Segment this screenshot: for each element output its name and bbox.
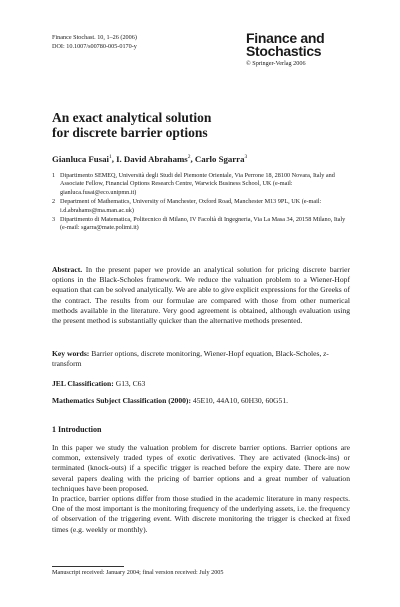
affiliation-number: 1 — [52, 172, 56, 179]
body-text — [52, 443, 350, 535]
keywords-label: Key words: — [52, 349, 90, 358]
affiliation-item — [52, 172, 352, 197]
author-name: Gianluca Fusai — [52, 154, 109, 164]
journal-citation: Finance Stochast. 10, 1–26 (2006) — [52, 34, 137, 41]
affiliation-text: Dipartimento SEMEQ, Università degli Studi del Piemonte Orientale, Via Perrone 18, 28100 Novara, Italy and Associate Fellow, Financial Options Research Centre, Warwick Business School, UK (e-mail: gianluca.fusai@eco.unipmn.it) — [60, 172, 335, 196]
footnote: Manuscript received: January 2004; final version received: July 2005 — [52, 569, 224, 576]
affiliation-text: Department of Mathematics, University of Manchester, Oxford Road, Manchester M13 9PL, UK (e-mail: i.d.abrahams@ma.man.ac.uk) — [60, 198, 322, 214]
jel-codes: G13, C63 — [115, 379, 146, 388]
msc-classification — [52, 396, 350, 405]
journal-reference — [52, 34, 137, 51]
affiliation-number: 2 — [52, 198, 56, 206]
keywords — [52, 349, 350, 369]
journal-masthead — [246, 32, 350, 68]
author-affiliation-mark: 1 — [108, 154, 112, 161]
abstract-label: Abstract. — [52, 265, 83, 274]
paragraph: In this paper we study the valuation problem for discrete barrier options. Barrier options are common, extensively traded types of exotic derivatives. They are activated (knock-ins) or terminated (knock-outs) if a specific trigger is reached before the expiry date. There are now several papers dealing with the pricing of barrier options and a great number of valuation techniques have been proposed. — [52, 443, 350, 493]
affiliations — [52, 172, 352, 234]
msc-codes: 45E10, 44A10, 60H30, 60G51. — [192, 396, 289, 405]
keywords-text: Barrier options, discrete monitoring, Wiener-Hopf equation, Black-Scholes, — [91, 349, 324, 358]
keywords-text-end: -transform — [52, 349, 329, 369]
author-name: I. David Abrahams — [116, 154, 188, 164]
author-affiliation-mark: 2 — [187, 154, 191, 161]
affiliation-item — [52, 216, 352, 233]
abstract — [52, 265, 350, 326]
msc-label: Mathematics Subject Classification (2000): — [52, 396, 191, 405]
paper-title-line2: for discrete barrier options — [52, 125, 208, 140]
paragraph: In practice, barrier options differ from those studied in the academic literature in many respects. One of the most important is the monitoring frequency of the underlying assets, i.e. the frequency of observation of the triggering event. With discrete monitoring the trigger is checked at fixed times (e.g. weekly or monthly). — [52, 494, 350, 534]
publisher-copyright: © Springer-Verlag 2006 — [246, 60, 306, 67]
author-affiliation-mark: 3 — [244, 154, 248, 161]
affiliation-item — [52, 198, 352, 215]
author-list: Gianluca Fusai$^1$, I. David Abrahams$^2$, Carlo Sgarra$^3$ — [52, 154, 248, 164]
footnote-divider — [52, 566, 124, 567]
jel-classification — [52, 379, 350, 388]
section-heading: 1 Introduction — [52, 425, 102, 434]
keywords-italic: z — [323, 349, 327, 358]
abstract-text: In the present paper we provide an analytical solution for pricing discrete barrier options in the Black-Scholes framework. We reduce the valuation problem to a Wiener-Hopf equation that can be solved analytically. We are able to give explicit expressions for the Greeks of the contract. The results from our formulae are compared with those from other numerical methods available in the literature. Very good agreement is obtained, although evaluation using the present method is substantially quicker than the alternative methods presented. — [52, 265, 350, 326]
affiliation-text: Dipartimento di Matematica, Politecnico di Milano, IV Facoltà di Ingegneria, Via La Masa 34, 20158 Milano, Italy (e-mail: sgarra@mate.polimi.it) — [60, 216, 346, 232]
journal-title-line2: Stochastics — [246, 43, 322, 59]
paper-title — [52, 110, 352, 140]
doi: DOI: 10.1007/s00780-005-0170-y — [52, 42, 137, 50]
author-name: Carlo Sgarra — [194, 154, 245, 164]
paper-title-line1: An exact analytical solution — [52, 110, 212, 125]
jel-label: JEL Classification: — [52, 379, 114, 388]
journal-title-line1: Finance and — [246, 30, 325, 46]
affiliation-number: 3 — [52, 216, 56, 224]
